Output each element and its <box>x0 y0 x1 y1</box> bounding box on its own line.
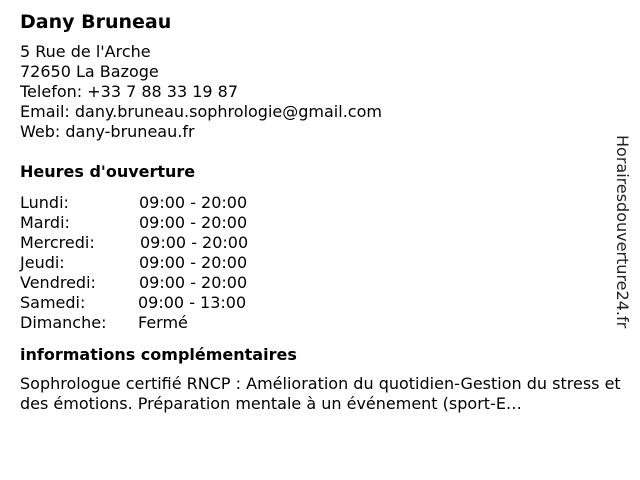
web-line: Web: dany-bruneau.fr <box>20 122 195 141</box>
hours-heading: Heures d'ouverture <box>20 162 196 181</box>
time-value: 09:00 - 20:00 <box>139 273 248 292</box>
time-value: 09:00 - 20:00 <box>139 253 248 272</box>
day-label: Samedi: <box>20 293 86 312</box>
hours-row-friday <box>20 273 626 293</box>
time-value: 09:00 - 20:00 <box>140 233 249 252</box>
time-value: 09:00 - 13:00 <box>138 293 247 312</box>
time-value: 09:00 - 20:00 <box>139 193 248 212</box>
hours-table <box>20 193 626 333</box>
time-value: Fermé <box>138 313 188 332</box>
address-street: 5 Rue de l'Arche <box>20 42 151 61</box>
day-label: Vendredi: <box>20 273 96 292</box>
hours-row-thursday <box>20 253 626 273</box>
address-city: 72650 La Bazoge <box>20 62 159 81</box>
day-label: Dimanche: <box>20 313 107 332</box>
phone-line: Telefon: +33 7 88 33 19 87 <box>20 82 239 101</box>
hours-row-wednesday <box>20 233 626 253</box>
time-value: 09:00 - 20:00 <box>139 213 248 232</box>
business-name: Dany Bruneau <box>20 11 172 33</box>
hours-row-tuesday <box>20 213 626 233</box>
email-line: Email: dany.bruneau.sophrologie@gmail.com <box>20 102 382 121</box>
hours-row-sunday <box>20 313 626 333</box>
hours-row-monday <box>20 193 626 213</box>
hours-row-saturday <box>20 293 626 313</box>
day-label: Lundi: <box>20 193 69 212</box>
info-heading: informations complémentaires <box>20 345 297 364</box>
day-label: Jeudi: <box>20 253 65 272</box>
day-label: Mercredi: <box>20 233 95 252</box>
info-description: Sophrologue certifié RNCP : Amélioration du quotidien-Gestion du stress et des émotions. Préparation mentale à un événement (sport-E… <box>20 374 621 413</box>
site-watermark: Horairesdouverture24.fr <box>613 135 632 329</box>
day-label: Mardi: <box>20 213 70 232</box>
business-card <box>20 10 626 414</box>
